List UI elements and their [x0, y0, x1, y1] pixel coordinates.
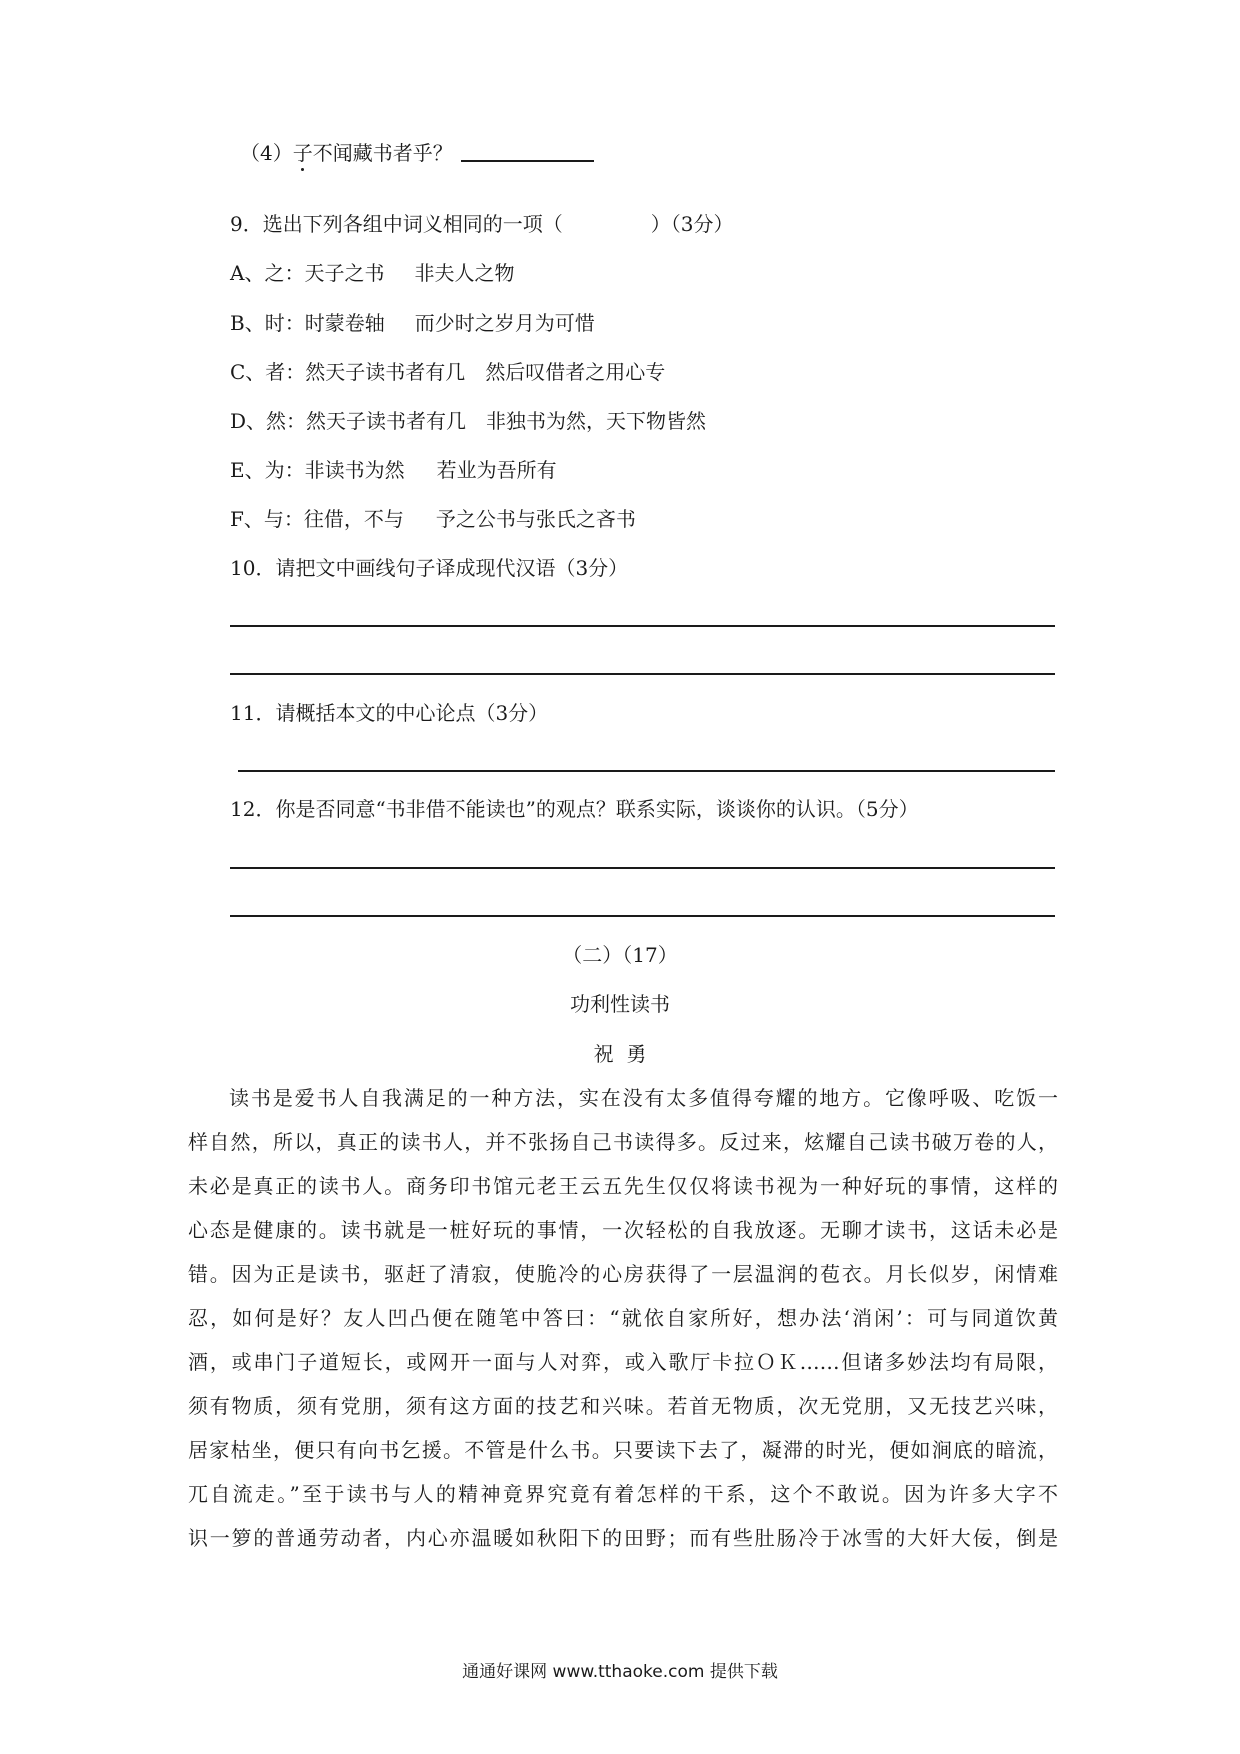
question-8-4-answer-blank[interactable] [461, 140, 594, 162]
article-author: 祝 勇 [593, 1042, 647, 1066]
option-e-second: 若业为吾所有 [436, 458, 557, 482]
option-a-first: A、之：天子之书 [230, 261, 385, 285]
option-a-second: 非夫人之物 [414, 261, 515, 285]
question-12-answer-line-1[interactable] [230, 867, 1055, 869]
question-11: 11．请概括本文的中心论点（3分） [230, 701, 549, 725]
passage-line: 兀自流走。”至于读书与人的精神竟界究竟有着怎样的干系，这个不敢说。因为许多大字不 [188, 1482, 1058, 1506]
option-b-second: 而少时之岁月为可惜 [414, 311, 595, 335]
question-9-option-a [230, 260, 514, 286]
question-9-stem-end: ）（3分） [650, 212, 734, 236]
passage-line: 心态是健康的。读书就是一桩好玩的事情，一次轻松的自我放逐。无聊才读书，这话未必是 [188, 1218, 1058, 1242]
passage-line: 样自然，所以，真正的读书人，并不张扬自己书读得多。反过来，炫耀自己读书破万卷的人， [188, 1130, 1058, 1154]
question-10: 10．请把文中画线句子译成现代汉语（3分） [230, 556, 629, 580]
question-8-4 [240, 140, 594, 166]
option-f-first: F、与：往借，不与 [230, 507, 404, 531]
passage-line: 读书是爱书人自我满足的一种方法，实在没有太多值得夸耀的地方。它像呼吸、吃饭一 [229, 1086, 1058, 1110]
question-8-4-dotted-char: 子 [292, 141, 313, 165]
question-8-4-prefix: （4） [240, 141, 293, 165]
page-footer: 通通好课网 www.tthaoke.com 提供下载 [462, 1662, 778, 1682]
option-b-first: B、时：时蒙卷轴 [230, 311, 385, 335]
passage-line: 忍，如何是好？友人凹凸便在随笔中答曰：“就依自家所好，想办法‘消闲’：可与同道饮黄 [188, 1306, 1058, 1330]
article-passage [188, 1076, 1058, 1560]
question-9-option-f [230, 506, 636, 532]
question-11-answer-line[interactable] [238, 770, 1055, 772]
question-12-answer-line-2[interactable] [230, 915, 1055, 917]
passage-line: 居家枯坐，便只有向书乞援。不管是什么书。只要读下去了，凝滞的时光，便如涧底的暗流， [188, 1438, 1058, 1462]
question-9-option-d [230, 408, 706, 434]
question-9-stem-text: 9．选出下列各组中词义相同的一项（ [230, 212, 563, 236]
option-f-second: 予之公书与张氏之吝书 [435, 507, 636, 531]
option-e-first: E、为：非读书为然 [230, 458, 405, 482]
question-10-answer-line-1[interactable] [230, 625, 1055, 627]
section-number: （二）（17） [562, 943, 678, 967]
passage-line: 酒，或串门子道短长，或网开一面与人对弈，或入歌厅卡拉ＯＫ……但诸多妙法均有局限， [188, 1350, 1058, 1374]
article-title: 功利性读书 [570, 992, 670, 1016]
option-c-second: 然后叹借者之用心专 [485, 360, 666, 384]
question-9-stem [230, 211, 733, 237]
passage-line: 错。因为正是读书，驱赶了清寂，使脆冷的心房获得了一层温润的苞衣。月长似岁，闲情难 [188, 1262, 1058, 1286]
question-12: 12．你是否同意“书非借不能读也”的观点？联系实际，谈谈你的认识。（5分） [230, 797, 919, 821]
passage-line: 未必是真正的读书人。商务印书馆元老王云五先生仅仅将读书视为一种好玩的事情，这样的 [188, 1174, 1058, 1198]
option-c-first: C、者：然天子读书者有几 [230, 360, 466, 384]
question-9-option-e [230, 457, 557, 483]
passage-line: 须有物质，须有党朋，须有这方面的技艺和兴味。若首无物质，次无党朋，又无技艺兴味， [188, 1394, 1058, 1418]
option-d-first: D、然：然天子读书者有几 [230, 409, 467, 433]
question-10-answer-line-2[interactable] [230, 673, 1055, 675]
question-9-option-b [230, 310, 595, 336]
option-d-second: 非独书为然，天下物皆然 [486, 409, 707, 433]
question-8-4-text: 不闻藏书者乎？ [312, 141, 453, 165]
question-9-option-c [230, 359, 665, 385]
passage-line: 识一箩的普通劳动者，内心亦温暖如秋阳下的田野；而有些肚肠冷于冰雪的大奸大佞，倒是 [188, 1526, 1058, 1550]
